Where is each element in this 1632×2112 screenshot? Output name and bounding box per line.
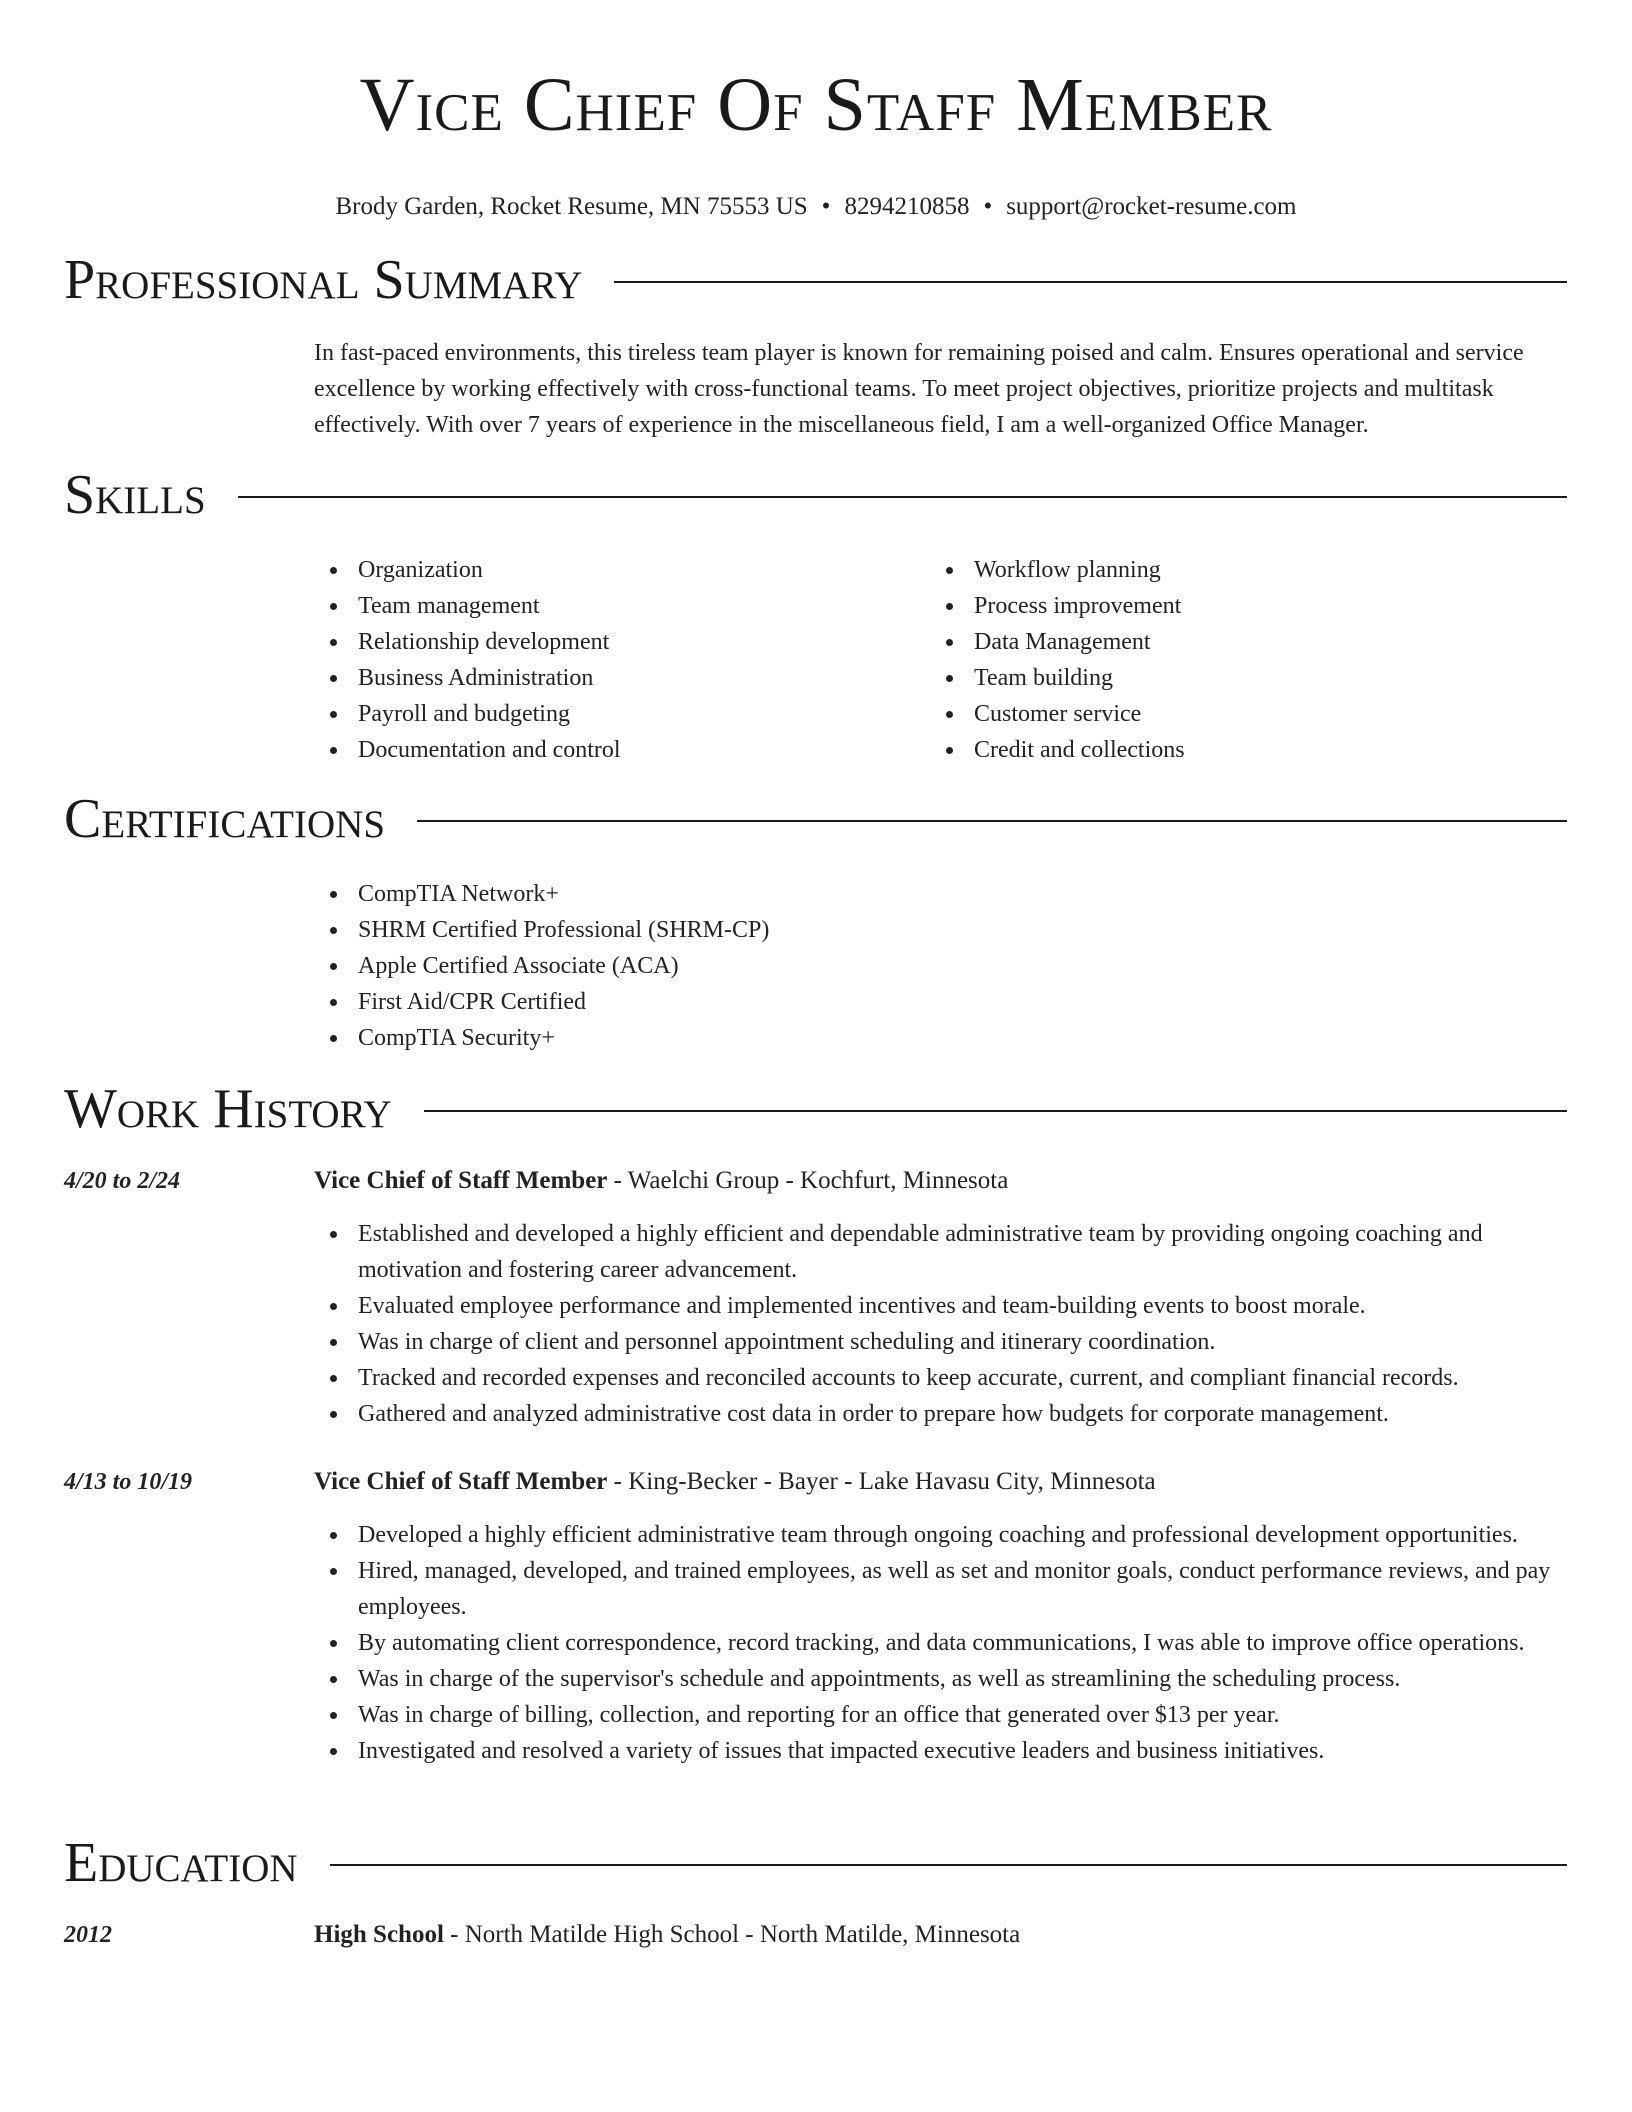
skill-item: Customer service: [930, 696, 1546, 732]
education-heading: Education: [64, 1832, 298, 1894]
job-bullet: Investigated and resolved a variety of issues that impacted executive leaders and business initiatives.: [314, 1733, 1567, 1769]
contact-phone: 8294210858: [844, 193, 970, 220]
job-dates: 4/13 to 10/19: [64, 1469, 193, 1495]
education-school: - North Matilde High School - North Matilde, Minnesota: [443, 1921, 1021, 1948]
skills-list: [314, 552, 1567, 768]
skill-item: Process improvement: [930, 588, 1546, 624]
job-title: Vice Chief of Staff Member: [314, 1167, 608, 1194]
job-bullet: By automating client correspondence, record tracking, and data communications, I was able to improve office operations.: [314, 1625, 1567, 1661]
job-bullet: Gathered and analyzed administrative cost data in order to prepare how budgets for corporate management.: [314, 1396, 1567, 1432]
summary-text: In fast-paced environments, this tireless team player is known for remaining poised and calm. Ensures operational and service excellence by working effectively with cross-functional teams. To meet project objectives, prioritize projects and multitask effectively. With over 7 years of experience in the miscellaneous field, I am a well-organized Office Manager.: [314, 340, 1524, 438]
job-title-line: [314, 1163, 1567, 1199]
job-title: Vice Chief of Staff Member: [314, 1468, 608, 1495]
section-divider: [424, 1110, 1567, 1112]
education-year: 2012: [64, 1922, 112, 1948]
job-dates: 4/20 to 2/24: [64, 1168, 181, 1194]
certifications-heading: Certifications: [64, 788, 386, 850]
skills-heading: Skills: [64, 464, 206, 526]
certification-item: CompTIA Network+: [314, 876, 1567, 912]
skills-column-left: [314, 552, 930, 768]
certification-item: First Aid/CPR Certified: [314, 984, 1567, 1020]
job-entry: [314, 1464, 1567, 1769]
contact-separator: •: [983, 193, 993, 220]
job-bullet: Hired, managed, developed, and trained employees, as well as set and monitor goals, conduct performance reviews, and pay employees.: [314, 1553, 1567, 1625]
skill-item: Business Administration: [314, 660, 930, 696]
contact-separator: •: [821, 193, 831, 220]
summary-section-header: [64, 248, 1567, 312]
job-entry: [314, 1163, 1567, 1432]
job-bullet: Tracked and recorded expenses and reconciled accounts to keep accurate, current, and compliant financial records.: [314, 1360, 1567, 1396]
job-bullet: Was in charge of client and personnel appointment scheduling and itinerary coordination.: [314, 1324, 1567, 1360]
skill-item: Payroll and budgeting: [314, 696, 930, 732]
education-degree: High School: [314, 1921, 444, 1948]
section-divider: [417, 820, 1567, 822]
certifications-section-header: [64, 787, 1567, 851]
job-title-line: [314, 1464, 1567, 1500]
skills-column-right: [930, 552, 1546, 768]
contact-email[interactable]: support@rocket-resume.com: [1006, 193, 1297, 220]
skill-item: Data Management: [930, 624, 1546, 660]
summary-body: [314, 335, 1567, 443]
skill-item: Workflow planning: [930, 552, 1546, 588]
certifications-list: [314, 876, 1567, 1056]
work-heading: Work History: [64, 1078, 392, 1140]
skill-item: Team management: [314, 588, 930, 624]
section-divider: [330, 1864, 1567, 1866]
education-entry: [314, 1917, 1567, 1953]
job-bullet: Was in charge of billing, collection, and reporting for an office that generated over $13 per year.: [314, 1697, 1567, 1733]
certification-item: CompTIA Security+: [314, 1020, 1567, 1056]
job-employer: - King-Becker - Bayer - Lake Havasu City, Minnesota: [607, 1468, 1156, 1495]
skill-item: Credit and collections: [930, 732, 1546, 768]
contact-line: [0, 192, 1632, 222]
resume-name: Vice Chief Of Staff Member: [359, 63, 1273, 147]
job-bullet: Established and developed a highly efficient and dependable administrative team by providing ongoing coaching and motivation and fostering career advancement.: [314, 1216, 1567, 1288]
certification-item: SHRM Certified Professional (SHRM-CP): [314, 912, 1567, 948]
education-line: [314, 1917, 1567, 1953]
skill-item: Relationship development: [314, 624, 930, 660]
skills-section-header: [64, 463, 1567, 527]
job-bullet: Evaluated employee performance and implemented incentives and team-building events to boost morale.: [314, 1288, 1567, 1324]
section-divider: [614, 281, 1567, 283]
job-employer: - Waelchi Group - Kochfurt, Minnesota: [607, 1167, 1009, 1194]
certification-item: Apple Certified Associate (ACA): [314, 948, 1567, 984]
job-bullet: Was in charge of the supervisor's schedule and appointments, as well as streamlining the scheduling process.: [314, 1661, 1567, 1697]
contact-address: Brody Garden, Rocket Resume, MN 75553 US: [335, 193, 808, 220]
work-section-header: [64, 1077, 1567, 1141]
job-bullet: Developed a highly efficient administrative team through ongoing coaching and professional development opportunities.: [314, 1517, 1567, 1553]
section-divider: [238, 496, 1567, 498]
education-section-header: [64, 1831, 1567, 1895]
skill-item: Team building: [930, 660, 1546, 696]
skill-item: Organization: [314, 552, 930, 588]
summary-heading: Professional Summary: [64, 249, 583, 311]
skill-item: Documentation and control: [314, 732, 930, 768]
